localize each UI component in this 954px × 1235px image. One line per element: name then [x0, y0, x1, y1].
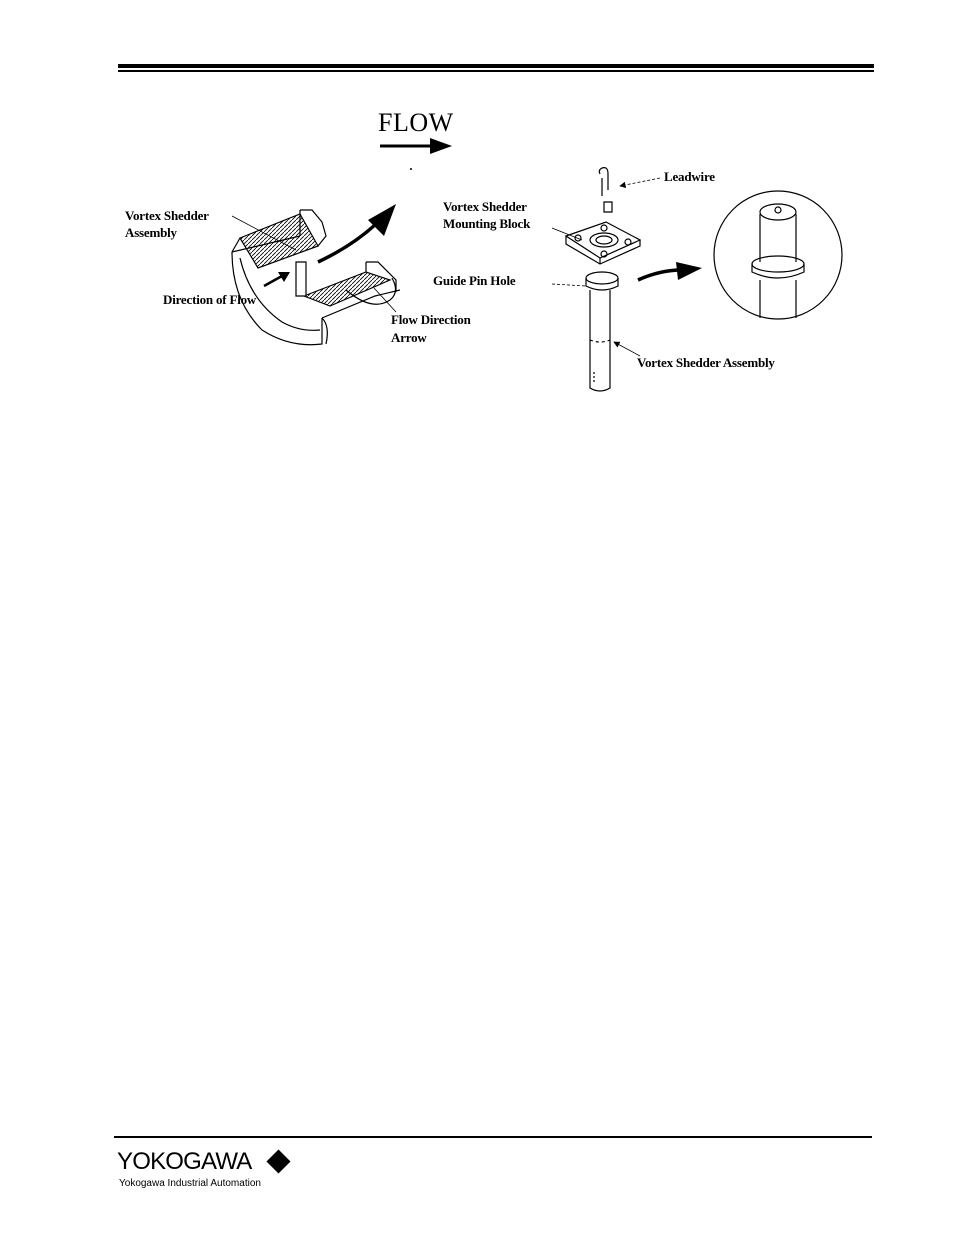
label-leadwire: Leadwire [664, 169, 715, 184]
brand-tagline: Yokogawa Industrial Automation [119, 1178, 261, 1189]
label-flow-direction-arrow-1: Flow Direction [391, 312, 471, 327]
detail-view [714, 191, 842, 319]
diamond-icon [266, 1149, 290, 1173]
label-direction-of-flow: Direction of Flow [163, 292, 257, 307]
label-vortex-shedder-assembly-left-1: Vortex Shedder [125, 208, 209, 223]
label-vortex-shedder-assembly-right: Vortex Shedder Assembly [637, 355, 775, 370]
flow-title: FLOW [378, 108, 454, 137]
label-guide-pin-hole: Guide Pin Hole [433, 273, 516, 288]
meter-body-cutaway [232, 210, 400, 345]
footer-rule [114, 1136, 872, 1138]
label-vortex-shedder-assembly-left-2: Assembly [125, 225, 177, 240]
label-mounting-block-1: Vortex Shedder [443, 199, 527, 214]
vortex-shedder-figure [0, 0, 954, 420]
label-mounting-block-2: Mounting Block [443, 216, 531, 231]
yokogawa-logo [117, 1148, 261, 1189]
brand-name: YOKOGAWA [117, 1148, 252, 1175]
label-flow-direction-arrow-2: Arrow [391, 330, 427, 345]
flow-arrow [380, 138, 452, 154]
vortex-shedder-assembly-drawing [566, 168, 640, 391]
